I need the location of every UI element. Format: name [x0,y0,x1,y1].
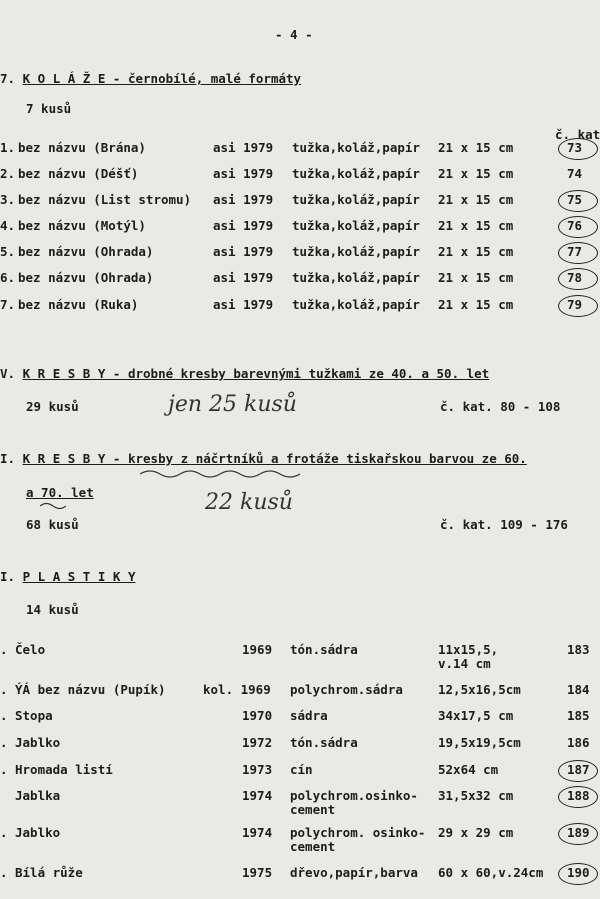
handwritten-circle-mark [558,138,598,160]
item-number: . [0,735,8,750]
item-size: 34x17,5 cm [438,708,514,723]
item-number: 6. [0,270,16,285]
item-medium: tužka,koláž,papír [292,166,420,181]
item-year: asi 1979 [213,297,274,312]
drawings2-heading-word: K R E S B Y [22,451,106,466]
sculptures-count: 14 kusů [26,602,79,617]
item-title: Čelo [15,642,46,657]
item-medium-line2: cement [290,802,336,817]
handwritten-circle-mark [558,863,598,885]
item-year: kol. 1969 [203,682,271,697]
item-number: . [0,865,8,880]
item-size: 12,5x16,5cm [438,682,521,697]
item-medium: dřevo,papír,barva [290,865,418,880]
item-title: Jablko [15,735,61,750]
item-title: Stopa [15,708,53,723]
item-title: Jablka [15,788,61,803]
item-title: Jablko [15,825,61,840]
item-catalog-number: 77 [567,244,583,259]
drawings1-heading-num: V. [0,366,16,381]
item-year: 1975 [242,865,273,880]
handwritten-circle-mark [558,823,598,845]
handwritten-circle-mark [558,268,598,290]
item-medium: cín [290,762,313,777]
item-size: 21 x 15 cm [438,244,514,259]
item-number: . [0,708,8,723]
item-title: ÝÁ bez názvu (Pupík) [15,682,166,697]
item-catalog-number: 190 [567,865,590,880]
drawings2-heading-num: I. [0,451,16,466]
collages-heading [0,72,301,86]
item-number: 1. [0,140,16,155]
handwritten-circle-mark [558,190,598,212]
item-year: 1969 [242,642,273,657]
handwritten-circle-mark [558,760,598,782]
item-catalog-number: 189 [567,825,590,840]
item-year: asi 1979 [213,218,274,233]
wavy-underline-mark-small [40,501,66,511]
item-medium-line2: cement [290,839,336,854]
item-year: 1974 [242,825,273,840]
item-number: 3. [0,192,16,207]
drawings2-catalog: č. kat. 109 - 176 [440,517,568,532]
item-size: 29 x 29 cm [438,825,514,840]
item-size: 21 x 15 cm [438,140,514,155]
collages-cat-header: č. kat [555,127,600,142]
item-medium: tužka,koláž,papír [292,297,420,312]
sculptures-heading-word: P L A S T I K Y [22,569,136,584]
item-size: 19,5x19,5cm [438,735,521,750]
item-catalog-number: 79 [567,297,583,312]
item-year: asi 1979 [213,244,274,259]
item-year: 1974 [242,788,273,803]
item-medium: tužka,koláž,papír [292,244,420,259]
item-size-line2: v.14 cm [438,656,491,671]
item-size: 11x15,5, [438,642,499,657]
item-catalog-number: 185 [567,708,590,723]
item-medium: tužka,koláž,papír [292,218,420,233]
item-medium: polychrom.osinko- [290,788,418,803]
item-year: 1970 [242,708,273,723]
sculptures-heading [0,570,135,584]
item-year: 1972 [242,735,273,750]
item-title: bez názvu (Brána) [18,140,146,155]
sculptures-heading-num: I. [0,569,16,584]
wavy-underline-mark [140,468,300,480]
item-size: 21 x 15 cm [438,166,514,181]
drawings1-heading-word: K R E S B Y [22,366,106,381]
item-size: 60 x 60,v.24cm [438,865,544,880]
item-size: 21 x 15 cm [438,297,514,312]
handwritten-circle-mark [558,216,598,238]
item-number: 4. [0,218,16,233]
drawings1-count: 29 kusů [26,399,79,414]
item-number: . [0,762,8,777]
item-number: . [0,642,8,657]
item-title: bez názvu (Ruka) [18,297,139,312]
item-catalog-number: 76 [567,218,583,233]
item-number: . [0,682,8,697]
item-size: 31,5x32 cm [438,788,514,803]
collages-heading-word: K O L Á Ž E [22,71,106,86]
item-catalog-number: 183 [567,642,590,657]
item-catalog-number: 188 [567,788,590,803]
item-title: bez názvu (Motýl) [18,218,146,233]
drawings2-heading-line2: a 70. let [26,485,94,500]
item-catalog-number: 75 [567,192,583,207]
handwritten-circle-mark [558,242,598,264]
item-medium: tón.sádra [290,735,358,750]
drawings1-handwritten-note: jen 25 kusů [168,392,297,417]
item-size: 21 x 15 cm [438,192,514,207]
page-number: - 4 - [275,27,313,42]
item-title: bez názvu (Déšť) [18,166,139,181]
drawings2-handwritten-note: 22 kusů [205,490,293,515]
item-catalog-number: 74 [567,166,583,181]
item-medium: polychrom.sádra [290,682,403,697]
item-size: 21 x 15 cm [438,218,514,233]
item-medium: sádra [290,708,328,723]
handwritten-circle-mark [558,786,598,808]
item-size: 52x64 cm [438,762,499,777]
item-year: asi 1979 [213,192,274,207]
item-year: 1973 [242,762,273,777]
item-catalog-number: 73 [567,140,583,155]
item-medium: tón.sádra [290,642,358,657]
item-number: 2. [0,166,16,181]
item-catalog-number: 78 [567,270,583,285]
collages-heading-rest: - černobílé, malé formáty [105,71,302,86]
item-medium: tužka,koláž,papír [292,270,420,285]
item-catalog-number: 184 [567,682,590,697]
item-title: bez názvu (Ohrada) [18,244,154,259]
item-title: bez názvu (Ohrada) [18,270,154,285]
drawings2-heading [0,452,527,466]
item-size: 21 x 15 cm [438,270,514,285]
item-year: asi 1979 [213,166,274,181]
item-number: 5. [0,244,16,259]
drawings1-heading [0,367,489,381]
drawings2-heading-rest: - kresby z náčrtníků a frotáže tiskařskou barvou ze 60. [105,451,527,466]
drawings1-catalog: č. kat. 80 - 108 [440,399,561,414]
item-catalog-number: 187 [567,762,590,777]
item-medium: polychrom. osinko- [290,825,426,840]
item-number: . [0,825,8,840]
drawings2-count: 68 kusů [26,517,79,532]
item-year: asi 1979 [213,270,274,285]
item-medium: tužka,koláž,papír [292,140,420,155]
collages-heading-num: 7. [0,71,16,86]
item-title: Bílá růže [15,865,83,880]
item-medium: tužka,koláž,papír [292,192,420,207]
item-catalog-number: 186 [567,735,590,750]
collages-count: 7 kusů [26,101,72,116]
item-year: asi 1979 [213,140,274,155]
drawings1-heading-rest: - drobné kresby barevnými tužkami ze 40. a 50. let [105,366,490,381]
item-title: bez názvu (List stromu) [18,192,192,207]
item-title: Hromada listí [15,762,113,777]
item-number: 7. [0,297,16,312]
handwritten-circle-mark [558,295,598,317]
